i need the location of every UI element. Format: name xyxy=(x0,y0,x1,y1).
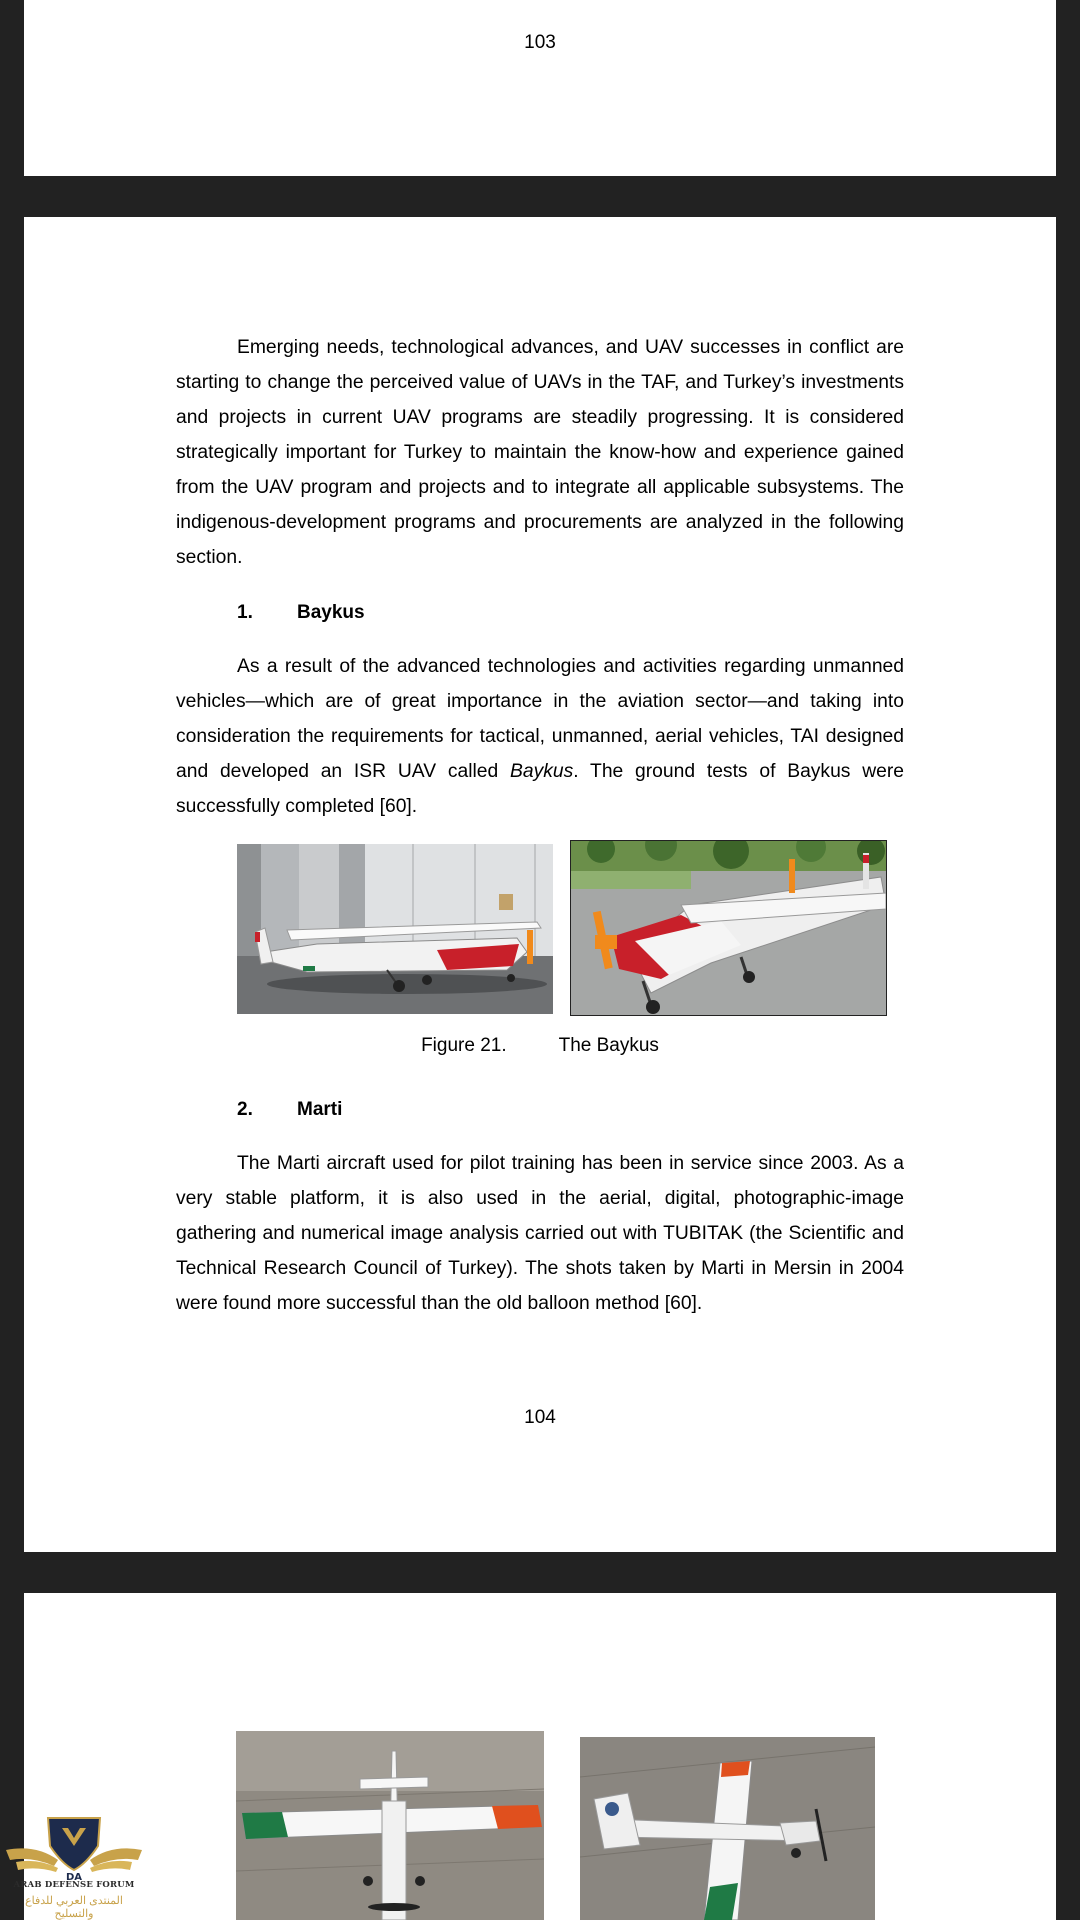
logo-name: ARAB DEFENSE FORUM xyxy=(13,1880,135,1890)
section-title: Marti xyxy=(297,1099,343,1120)
baykus-text-end: . The ground tests of Baykus were successfully completed [60]. xyxy=(176,761,905,817)
section-heading-baykus xyxy=(237,602,365,624)
pdf-page-105 xyxy=(24,1593,1056,1920)
page-number: 103 xyxy=(524,32,556,53)
pdf-page-104 xyxy=(24,217,1056,1552)
baykus-photo-left xyxy=(237,844,553,1014)
watermark-logo xyxy=(6,1806,142,1920)
intro-paragraph-block xyxy=(176,330,904,575)
figure-caption xyxy=(24,1035,1056,1057)
figure-label: Figure 21. xyxy=(421,1035,507,1056)
section-heading-marti xyxy=(237,1099,342,1121)
marti-photo-left xyxy=(236,1731,544,1920)
section-number: 2. xyxy=(237,1099,253,1120)
marti-paragraph-block xyxy=(176,1146,904,1321)
eagle-shield-icon xyxy=(6,1806,142,1882)
page-number: 104 xyxy=(524,1407,556,1428)
logo-arabic-name: المنتدى العربي للدفاع والتسليح xyxy=(25,1895,123,1920)
marti-photo-right xyxy=(580,1737,875,1920)
intro-paragraph: Emerging needs, technological advances, and UAV successes in conflict are starting to change the perceived value of UAVs in the TAF, and Turkey’s investments and projects in current UAV programs are steadily progressing. It is considered strategically important for Turkey to maintain the know-how and experience gained from the UAV program and projects and to integrate all applicable subsystems. The indigenous-development programs and procurements are analyzed in the following section. xyxy=(176,337,904,568)
section-number: 1. xyxy=(237,602,253,623)
baykus-photo-right xyxy=(571,841,886,1015)
pdf-page-103 xyxy=(24,0,1056,176)
baykus-text: As a result of the advanced technologies and activities regarding unmanned vehicles—which are of great importance in the aviation sector—and taking into consideration the requirements for tactical, unmanned, aerial vehicles, TAI designed and developed an ISR UAV called xyxy=(176,656,904,782)
marti-paragraph: The Marti aircraft used for pilot training has been in service since 2003. As a very stable platform, it is also used in the aerial, digital, photographic-image gathering and numerical image analysis carried out with TUBITAK (the Scientific and Technical Research Council of Turkey). The shots taken by Marti in Mersin in 2004 were found more successful than the old balloon method [60]. xyxy=(176,1153,904,1314)
baykus-paragraph-block xyxy=(176,649,904,824)
section-title: Baykus xyxy=(297,602,365,623)
baykus-paragraph xyxy=(176,649,904,824)
figure-title: The Baykus xyxy=(558,1035,659,1056)
baykus-italic-name: Baykus xyxy=(510,761,574,782)
logo-initials: DA xyxy=(65,1872,83,1882)
